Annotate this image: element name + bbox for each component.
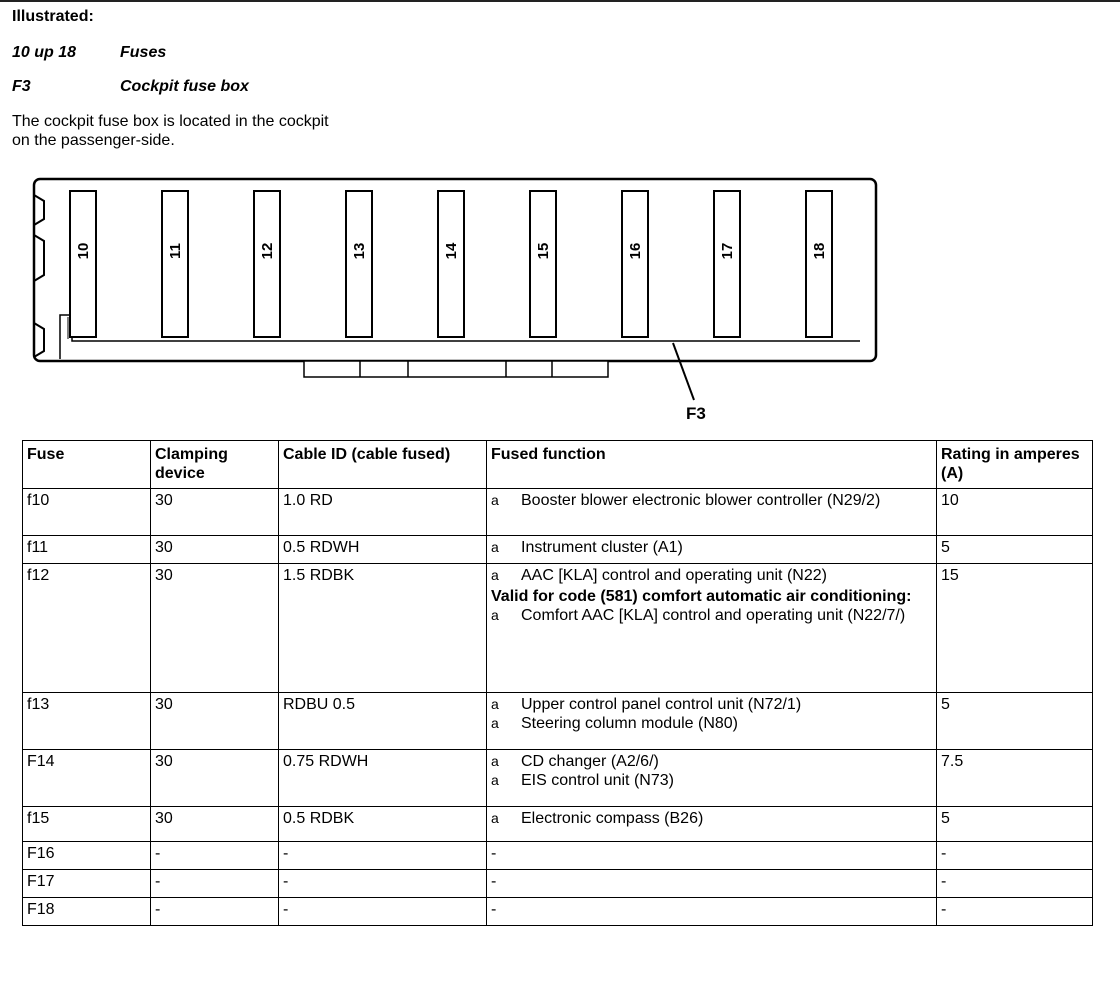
cell-function: - xyxy=(487,870,937,898)
cell-function xyxy=(487,536,937,564)
ref-label: Fuses xyxy=(120,44,167,61)
fuse-slot-15 xyxy=(530,191,556,337)
fuse-body xyxy=(806,191,832,337)
fuse-number-label: 11 xyxy=(167,243,184,259)
code-validity-note: Valid for code (581) comfort automatic air conditioning: xyxy=(491,588,912,605)
function-item: EIS control unit (N73) xyxy=(521,772,674,789)
fuse-number-label: 18 xyxy=(811,242,828,260)
bullet-icon: a xyxy=(491,715,499,731)
ref-code: 10 up 18 xyxy=(12,44,77,61)
bullet-icon: a xyxy=(491,696,499,712)
function-item: Booster blower electronic blower controller (N29/2) xyxy=(521,492,881,509)
cell-cable: RDBU 0.5 xyxy=(279,693,487,750)
cell-rating: 15 xyxy=(937,564,1093,693)
cell-rating: 10 xyxy=(937,489,1093,536)
table-header-row xyxy=(23,441,1093,489)
fuse-number-label: 10 xyxy=(75,242,92,260)
cell-function xyxy=(487,489,937,536)
cell-clamping: - xyxy=(151,842,279,870)
cell-fuse: f15 xyxy=(23,807,151,842)
cell-clamping: 30 xyxy=(151,807,279,842)
cell-clamping: 30 xyxy=(151,536,279,564)
ref-code: F3 xyxy=(12,78,31,95)
cell-clamping: 30 xyxy=(151,564,279,693)
cell-fuse: f13 xyxy=(23,693,151,750)
cell-rating: 5 xyxy=(937,807,1093,842)
fuse-slot-13 xyxy=(346,191,372,337)
fuse-body xyxy=(438,191,464,337)
bullet-icon: a xyxy=(491,753,499,769)
table-row xyxy=(23,536,1093,564)
fuse-body xyxy=(70,191,96,337)
cell-cable: 0.5 RDBK xyxy=(279,807,487,842)
function-item: Instrument cluster (A1) xyxy=(521,539,683,556)
function-item: Steering column module (N80) xyxy=(521,715,738,732)
fuse-table xyxy=(22,440,1093,926)
fuse-slots xyxy=(70,191,832,337)
fuse-slot-12 xyxy=(254,191,280,337)
table-row xyxy=(23,898,1093,926)
intro-text xyxy=(12,112,432,150)
function-item: Electronic compass (B26) xyxy=(521,810,704,827)
cell-clamping: - xyxy=(151,898,279,926)
bullet-icon: a xyxy=(491,607,499,623)
cell-cable: 0.5 RDWH xyxy=(279,536,487,564)
cell-function: - xyxy=(487,898,937,926)
table-row xyxy=(23,842,1093,870)
bullet-icon: a xyxy=(491,567,499,583)
intro-line: on the passenger-side. xyxy=(12,132,175,149)
function-item: Upper control panel control unit (N72/1) xyxy=(521,696,802,713)
cell-rating: - xyxy=(937,870,1093,898)
fuse-slot-16 xyxy=(622,191,648,337)
cell-cable: - xyxy=(279,870,487,898)
bullet-icon: a xyxy=(491,492,499,508)
table-row xyxy=(23,489,1093,536)
ref-fuse-box xyxy=(12,78,249,96)
fuse-number-label: 16 xyxy=(627,242,644,260)
intro-line: The cockpit fuse box is located in the cockpit xyxy=(12,113,329,130)
fuse-slot-18 xyxy=(806,191,832,337)
cell-fuse: F14 xyxy=(23,750,151,807)
cell-fuse: f11 xyxy=(23,536,151,564)
table-row xyxy=(23,870,1093,898)
top-rule xyxy=(0,0,1120,2)
fuse-body xyxy=(530,191,556,337)
cell-fuse: f12 xyxy=(23,564,151,693)
callout-label: F3 xyxy=(686,404,706,423)
cell-clamping: 30 xyxy=(151,693,279,750)
fuse-body xyxy=(714,191,740,337)
cell-rating: 5 xyxy=(937,693,1093,750)
fuse-body xyxy=(346,191,372,337)
table-row xyxy=(23,807,1093,842)
ref-fuses xyxy=(12,44,166,62)
header-rating: Rating in amperes (A) xyxy=(937,441,1093,489)
cell-cable: - xyxy=(279,842,487,870)
fuse-number-label: 14 xyxy=(443,242,460,260)
function-item: AAC [KLA] control and operating unit (N22) xyxy=(521,567,827,584)
header-clamping-device: Clamping device xyxy=(151,441,279,489)
fuse-body xyxy=(162,191,188,337)
function-item: Comfort AAC [KLA] control and operating unit (N22/7/) xyxy=(521,607,906,624)
header-fuse: Fuse xyxy=(23,441,151,489)
fuse-number-label: 15 xyxy=(535,242,552,260)
cell-cable: - xyxy=(279,898,487,926)
cell-fuse: f10 xyxy=(23,489,151,536)
function-item: CD changer (A2/6/) xyxy=(521,753,659,770)
cell-cable: 1.0 RD xyxy=(279,489,487,536)
fuse-number-label: 12 xyxy=(259,242,276,260)
fuse-body xyxy=(622,191,648,337)
fuse-box-diagram xyxy=(30,175,890,425)
cell-function xyxy=(487,750,937,807)
table-row xyxy=(23,564,1093,693)
cell-cable: 0.75 RDWH xyxy=(279,750,487,807)
header-cable-id: Cable ID (cable fused) xyxy=(279,441,487,489)
cell-rating: 7.5 xyxy=(937,750,1093,807)
page-heading: Illustrated: xyxy=(12,8,94,25)
fuse-number-label: 13 xyxy=(351,242,368,260)
header-fused-function: Fused function xyxy=(487,441,937,489)
table-row xyxy=(23,693,1093,750)
bullet-icon: a xyxy=(491,772,499,788)
cell-clamping: 30 xyxy=(151,489,279,536)
connector xyxy=(304,361,608,377)
cell-fuse: F16 xyxy=(23,842,151,870)
fuse-slot-10 xyxy=(70,191,96,337)
cell-cable: 1.5 RDBK xyxy=(279,564,487,693)
bullet-icon: a xyxy=(491,810,499,826)
cell-function: - xyxy=(487,842,937,870)
bullet-icon: a xyxy=(491,539,499,555)
cell-clamping: - xyxy=(151,870,279,898)
cell-function xyxy=(487,807,937,842)
cell-rating: - xyxy=(937,842,1093,870)
fuse-number-label: 17 xyxy=(719,242,736,260)
cell-rating: - xyxy=(937,898,1093,926)
cell-fuse: F17 xyxy=(23,870,151,898)
cell-function xyxy=(487,693,937,750)
fuse-slot-14 xyxy=(438,191,464,337)
ref-label: Cockpit fuse box xyxy=(120,78,249,95)
cell-fuse: F18 xyxy=(23,898,151,926)
cell-clamping: 30 xyxy=(151,750,279,807)
cell-function xyxy=(487,564,937,693)
fuse-body xyxy=(254,191,280,337)
fuse-slot-11 xyxy=(162,191,188,337)
fuse-slot-17 xyxy=(714,191,740,337)
cell-rating: 5 xyxy=(937,536,1093,564)
table-row xyxy=(23,750,1093,807)
